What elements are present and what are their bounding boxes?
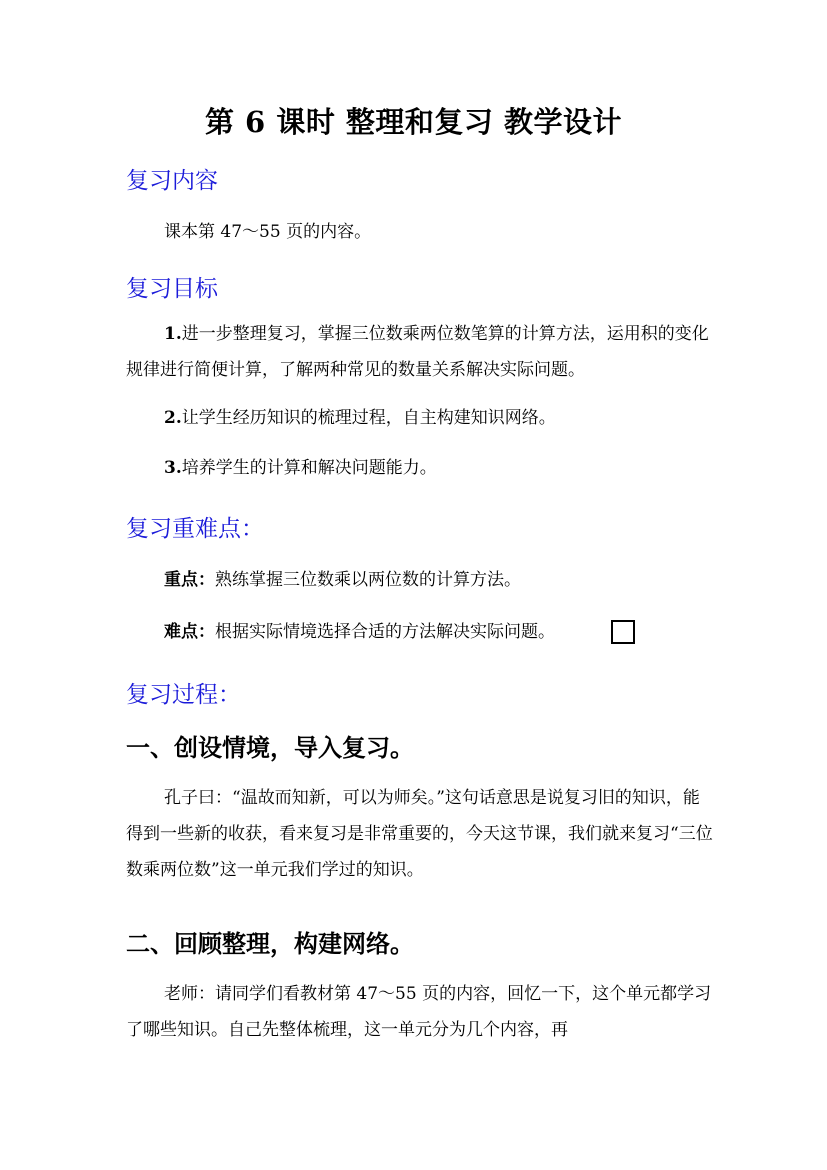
key-point-text: 熟练掌握三位数乘以两位数的计算方法。 [215,570,521,590]
goal-item-3 [126,450,716,486]
goal-number: 1. [164,324,182,344]
goal-number: 2. [164,408,182,428]
step-2-heading: 二、回顾整理，构建网络。 [126,929,414,958]
content-paragraph: 课本第 47～55 页的内容。 [164,222,372,242]
page-title: 第 6 课时 整理和复习 教学设计 [204,105,623,139]
section-review-goals: 复习目标 [126,276,218,302]
goal-text: 培养学生的计算和解决问题能力。 [181,458,437,478]
goal-text: 让学生经历知识的梳理过程，自主构建知识网络。 [181,408,556,428]
difficult-point-label: 难点： [164,622,215,642]
section-review-content: 复习内容 [126,168,218,194]
goal-text: 进一步整理复习，掌握三位数乘两位数笔算的计算方法，运用积的变化规律进行简便计算，了解两种常见的数量关系解决实际问题。 [126,324,709,380]
step-2-paragraph: 老师：请同学们看教材第 47～55 页的内容，回忆一下，这个单元都学习了哪些知识。自己先整体梳理，这一单元分为几个内容，再 [126,984,712,1040]
difficult-point-text: 根据实际情境选择合适的方法解决实际问题。 [215,622,555,642]
step-1-paragraph: 孔子曰：“温故而知新，可以为师矣。”这句话意思是说复习旧的知识，能得到一些新的收获，看来复习是非常重要的，今天这节课，我们就来复习“三位数乘两位数”这一单元我们学过的知识。 [126,788,713,880]
section-review-process: 复习过程： [126,682,241,708]
checkbox-square[interactable] [611,620,635,644]
section-key-difficult: 复习重难点： [126,516,264,542]
goal-item-1 [126,316,716,388]
goal-item-2 [126,400,716,436]
step-1-heading: 一、创设情境，导入复习。 [126,733,414,762]
goal-number: 3. [164,458,182,478]
key-point [126,562,716,598]
key-point-label: 重点： [164,570,215,590]
